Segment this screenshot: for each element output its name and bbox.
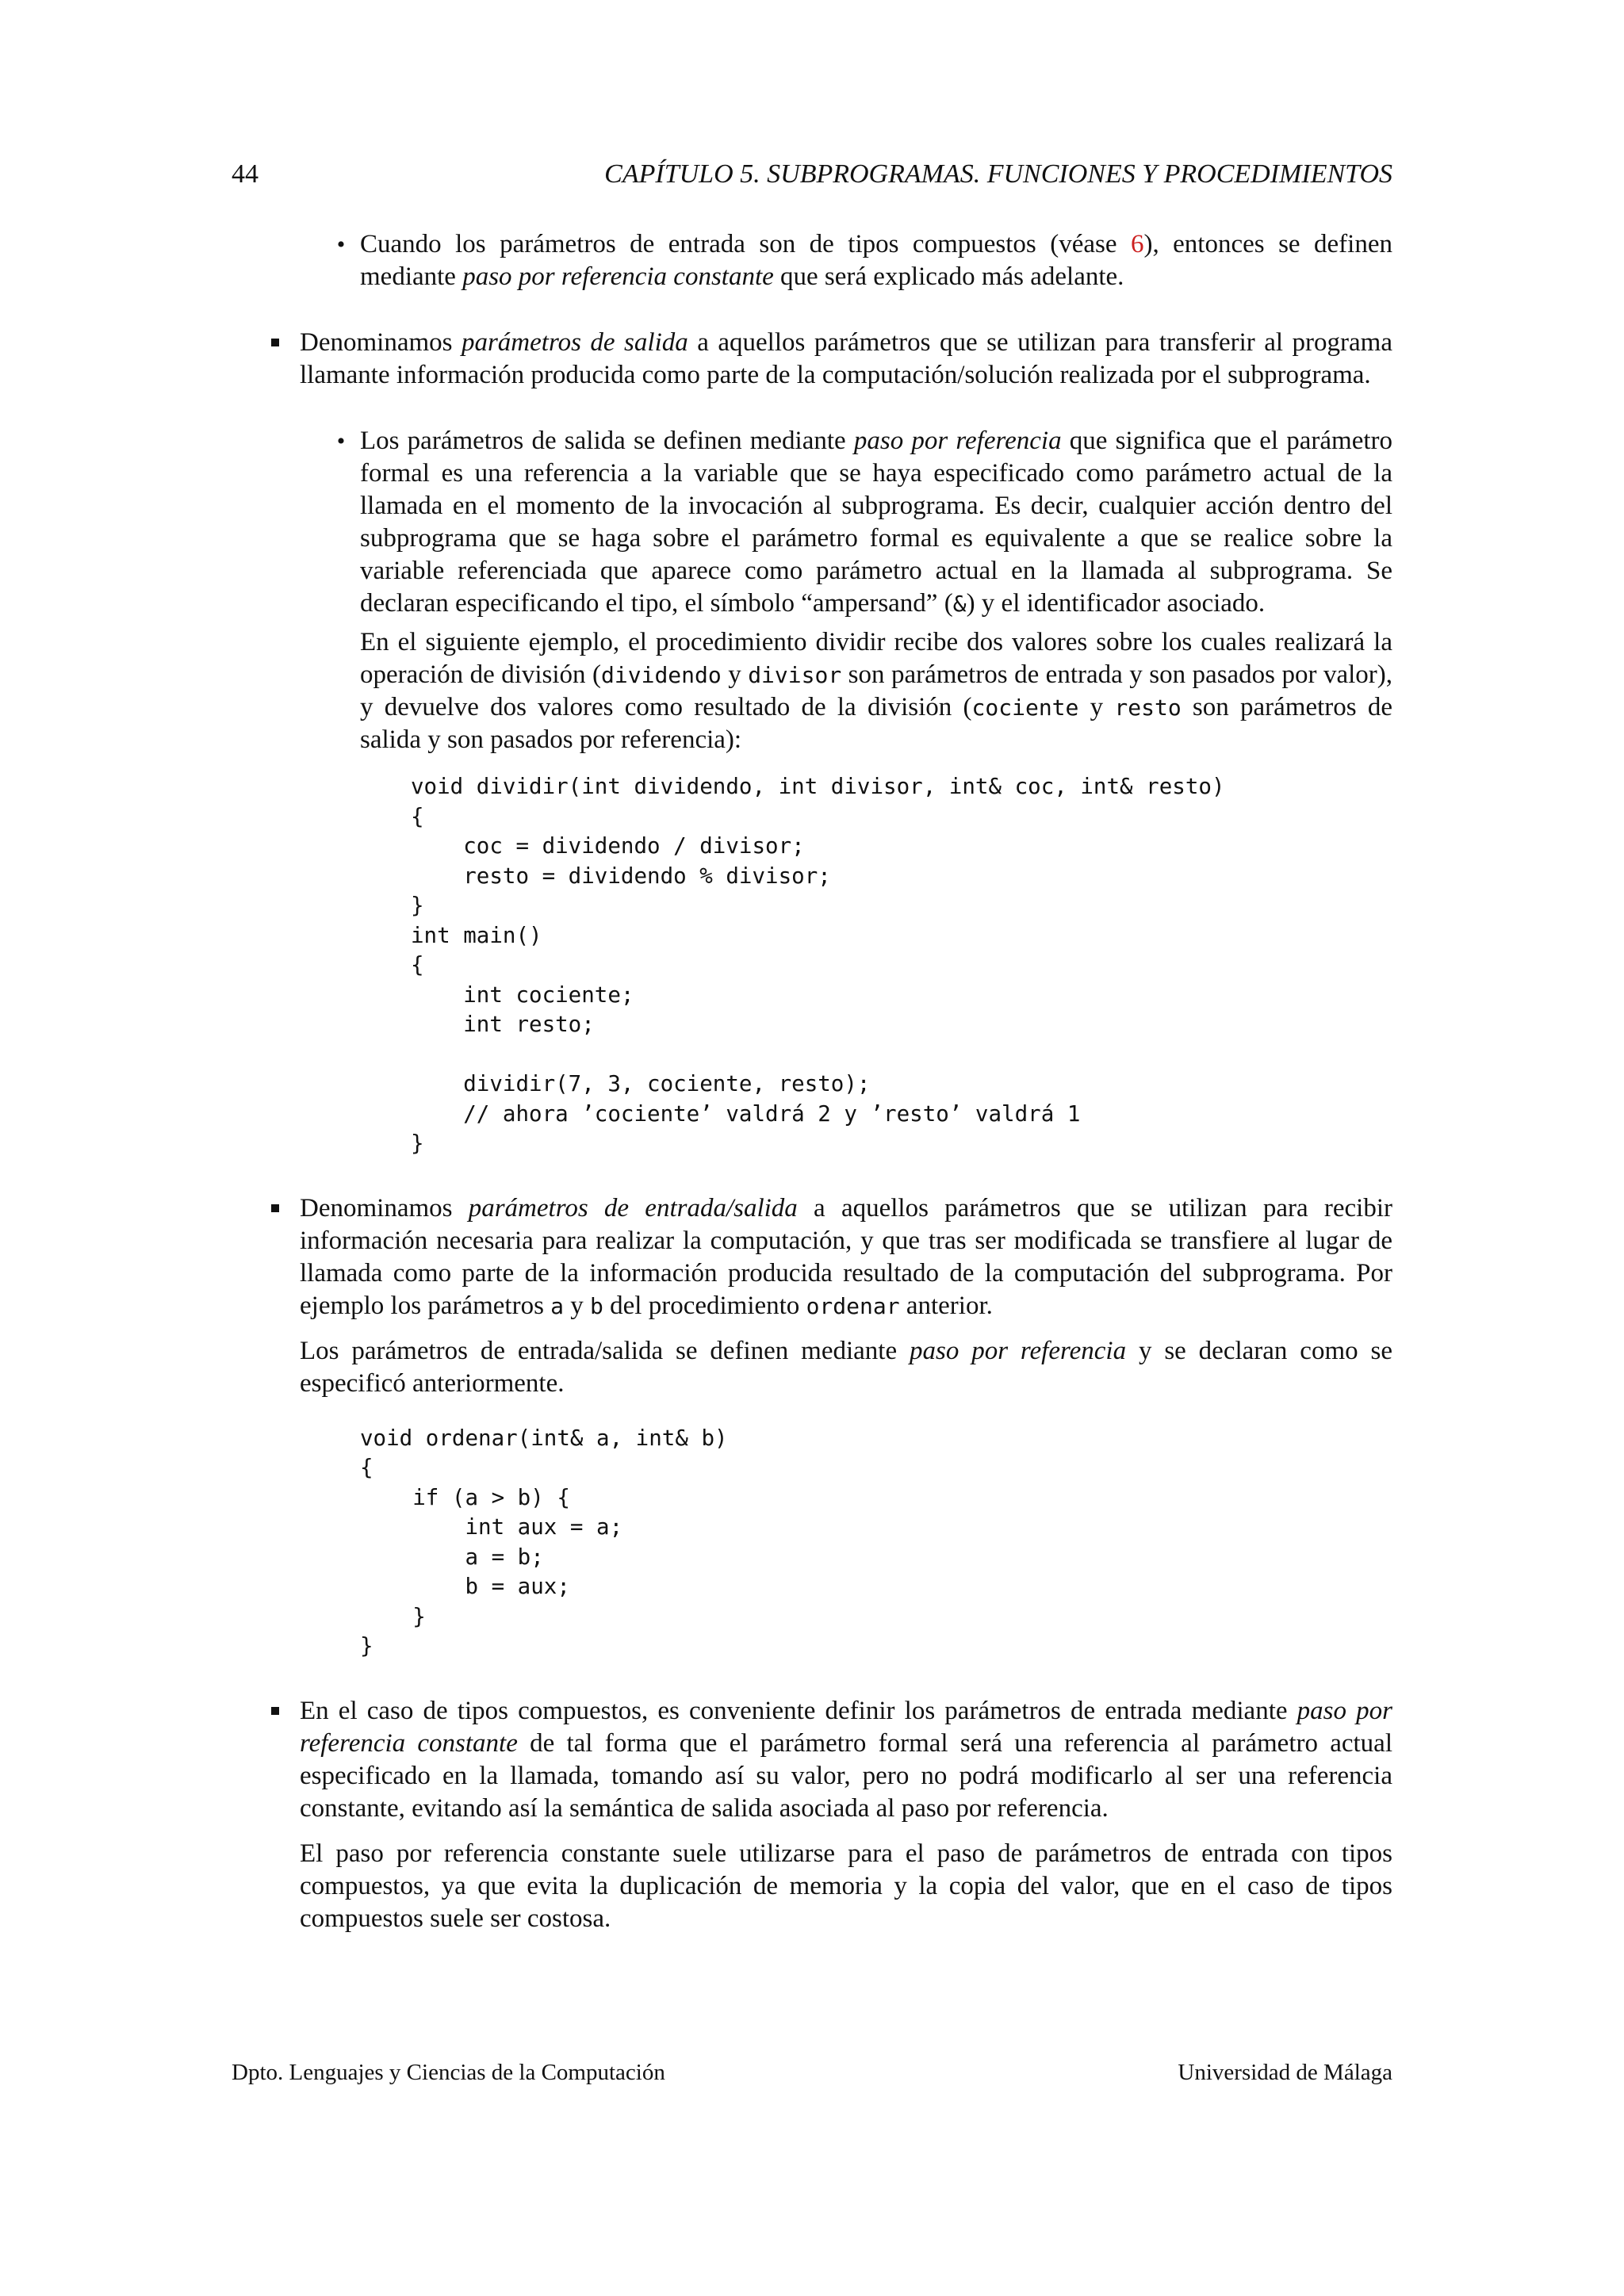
page-body [232,228,1392,1935]
bullet-compound-types [300,1695,1392,1935]
inline-code: a [550,1292,565,1319]
running-header-chapter-title: CAPÍTULO 5. SUBPROGRAMAS. FUNCIONES Y PROCEDIMIENTOS [604,159,1392,189]
emphasis: paso por referencia [909,1336,1127,1365]
paragraph [300,327,1392,392]
text: Denominamos [300,328,462,357]
bullet-inout-params [300,1192,1392,1662]
bullet-dot-icon: • [336,232,346,258]
text: de tal forma que el parámetro formal será una referencia al parámetro actual especificado en la llamada, tomando así su valor, pero no podrá modificarlo al ser una referencia constante, evitando así la semántica de salida asociada al paso por referencia. [300,1728,1392,1823]
text: ), entonces se definen mediante [360,230,1392,291]
text: del procedimiento [603,1291,806,1320]
text: y [1078,693,1115,721]
text: y [564,1291,591,1320]
inline-code: & [952,591,967,617]
text: Los parámetros de salida se definen mediante [360,427,854,455]
inline-code: b [590,1292,603,1319]
bullet-output-by-reference [336,425,1393,1159]
square-bullet-icon [271,339,279,346]
paragraph [360,228,1392,293]
text: que será explicado más adelante. [773,262,1124,291]
text: En el siguiente ejemplo, el procedimiento dividir recibe dos valores sobre los cuales realizará la operación de división ( [360,628,1392,689]
footer-department: Dpto. Lenguajes y Ciencias de la Computación [232,2060,665,2085]
emphasis: parámetros de entrada/salida [468,1193,798,1223]
text: Los parámetros de entrada/salida se definen mediante [300,1336,910,1365]
emphasis: paso por referencia constante [462,262,774,291]
paragraph [360,626,1392,756]
text: son parámetros de entrada y son pasados por valor), y devuelve dos valores como resultado de la división ( [360,660,1393,721]
square-bullet-icon [271,1707,279,1715]
paragraph [300,1695,1392,1825]
paragraph [300,1192,1392,1322]
inline-code: ordenar [806,1292,900,1319]
bullet-output-params [300,327,1392,392]
text: Denominamos [300,1193,469,1223]
footer-university: Universidad de Málaga [1178,2060,1392,2085]
inline-code: resto [1114,695,1182,721]
bullet-compound-input-params [336,228,1392,293]
text: Cuando los parámetros de entrada son de tipos compuestos (véase [360,230,1131,258]
text: y se declaran como se especificó anteriormente. [300,1336,1392,1398]
paragraph [300,1335,1392,1400]
inline-code: divisor [748,662,842,688]
emphasis: paso por referencia constante [300,1696,1392,1758]
code-block-ordenar: void ordenar(int& a, int& b) { if (a > b) { int aux = a; a = b; b = aux; } } [360,1425,728,1659]
code-block-dividir: void dividir(int dividendo, int divisor, int& coc, int& resto) { coc = dividendo / divisor; resto = dividendo % divisor; } int main() { int cociente; int resto; dividir(7, 3, cociente, resto); // ahora ’cociente’ valdrá 2 y ’resto’ valdrá 1 } [411,774,1225,1156]
emphasis: paso por referencia [853,427,1062,455]
bullet-dot-icon: • [336,428,346,454]
text: son parámetros de salida y son pasados por referencia): [360,693,1393,754]
paragraph [360,425,1392,620]
text: ) y el identificador asociado. [966,589,1266,618]
text: a aquellos parámetros que se utilizan para transferir al programa llamante información producida como parte de la computación/solución realizada por el subprograma. [300,328,1392,389]
square-bullet-icon [271,1204,279,1212]
inline-code: dividendo [601,662,722,688]
chapter-reference-link[interactable]: 6 [1130,230,1144,258]
emphasis: parámetros de salida [461,328,688,357]
text: anterior. [899,1291,993,1320]
page-number: 44 [232,159,259,189]
inline-code: cociente [971,695,1079,721]
text: a aquellos parámetros que se utilizan para recibir información necesaria para realizar la computación, y que tras ser modificada se transfiere al lugar de llamada como parte de la información producida resultado de la computación del subprograma. Por ejemplo los parámetros [300,1193,1392,1320]
text: que significa que el parámetro formal es una referencia a la variable que se haya especificado como parámetro actual de la llamada en el momento de la invocación al subprograma. Es decir, cualquier acción dentro del subprograma que se haga sobre el parámetro formal es equivalente a que se realice sobre la variable referenciada que aparece como parámetro actual en la llamada al subprograma. Se declaran especificando el tipo, el símbolo “ampersand” ( [360,427,1392,618]
paragraph: El paso por referencia constante suele utilizarse para el paso de parámetros de entrada con tipos compuestos, ya que evita la duplicación de memoria y la copia del valor, que en el caso de tipos compuestos suele ser costosa. [300,1839,1392,1933]
text: En el caso de tipos compuestos, es conveniente definir los parámetros de entrada mediante [300,1696,1297,1725]
text: y [721,660,749,689]
